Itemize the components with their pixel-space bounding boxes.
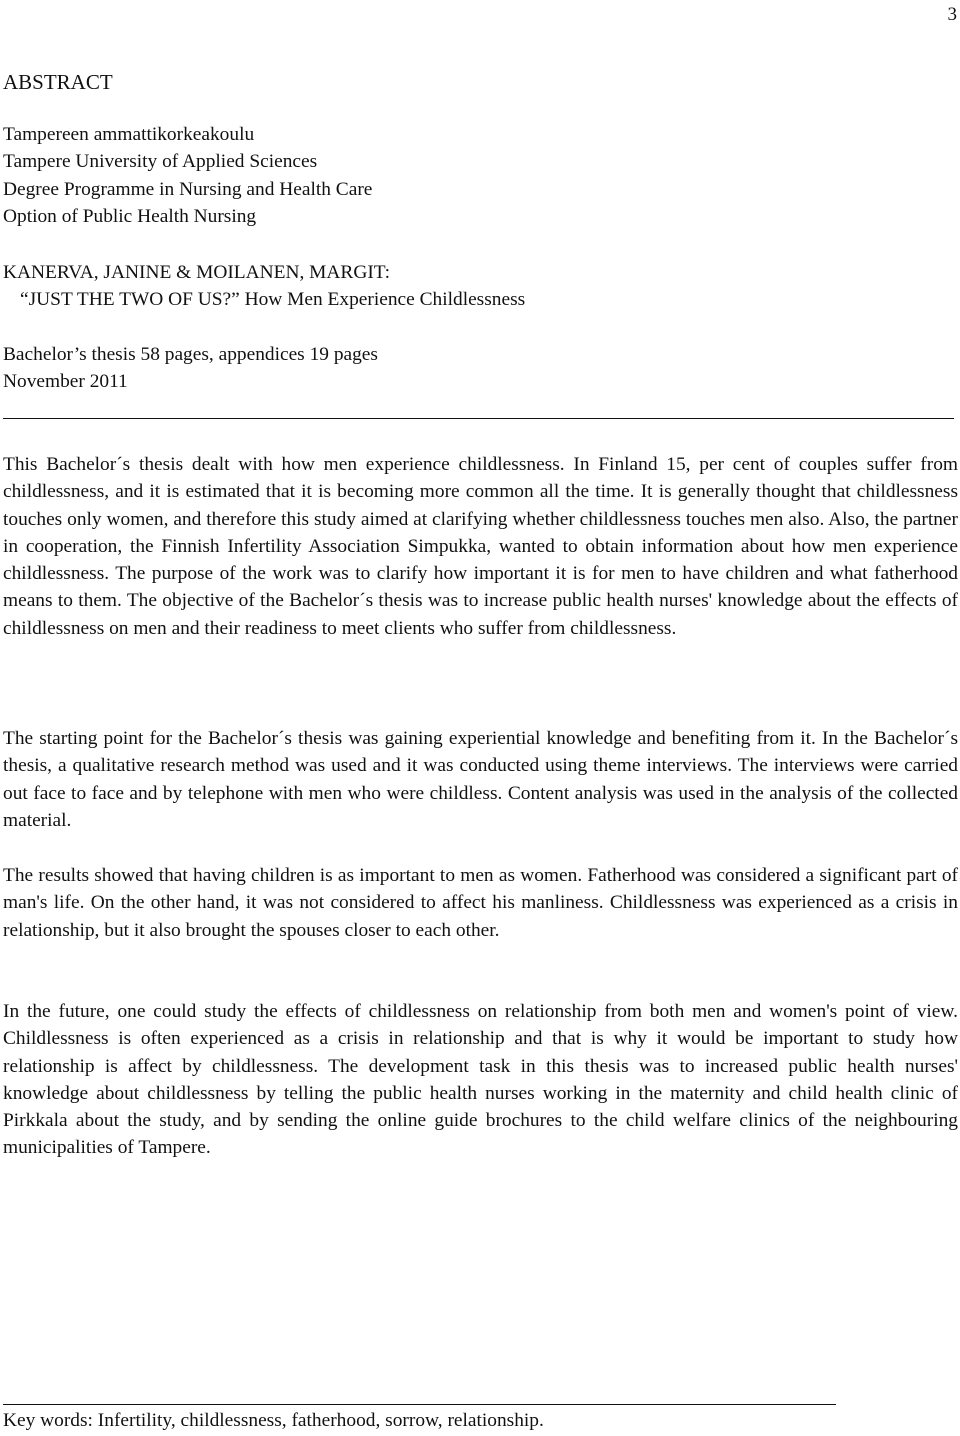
thesis-meta: [3, 341, 958, 396]
institution-line: Tampereen ammattikorkeakoulu: [3, 124, 255, 145]
institution-line: Option of Public Health Nursing: [3, 205, 257, 227]
authors: KANERVA, JANINE & MOILANEN, MARGIT:: [3, 262, 391, 283]
abstract-paragraph-1: This Bachelor´s thesis dealt with how men experience childlessness. In Finland 15, per cent of couples suffer from childlessness, and it is estimated that it is becoming more common all the time. It is generally thought that childlessness touches only women, and therefore this study aimed at clarifying whether childlessness touches men also. Also, the partner in cooperation, the Finnish Infertility Association Simpukka, wanted to obtain information about how men experience childlessness. The purpose of the work was to clarify how important it is for men to have children and what fatherhood means to them. The objective of the Bachelor´s thesis was to increase public health nurses' knowledge about the effects of childlessness on men and their readiness to meet clients who suffer from childlessness.: [3, 454, 958, 639]
thesis-length: Bachelor’s thesis 58 pages, appendices 19 pages: [3, 344, 378, 365]
institution-block: [3, 121, 958, 230]
abstract-paragraph-3: The results showed that having children is as important to men as women. Fatherhood was considered a significant part of man's life. On the other hand, it was not considered to affect his manliness. Childlessness was experienced as a crisis in relationship, but it also brought the spouses closer to each other.: [3, 865, 958, 941]
institution-line: Degree Programme in Nursing and Health Care: [3, 178, 373, 200]
thesis-date: November 2011: [3, 371, 128, 393]
abstract-paragraph-4: In the future, one could study the effects of childlessness on relationship from both men and women's point of view. Childlessness is often experienced as a crisis in relationship and that is why it would be important to study how relationship is affect by childlessness. The development task in this thesis was to increased public health nurses' knowledge about childlessness by telling the public health nurses working in the maternity and child health clinic of Pirkkala about the study, and by sending the online guide brochures to the child welfare clinics of the neighbouring municipalities of Tampere.: [3, 1001, 958, 1159]
page-number: 3: [947, 4, 957, 25]
keywords: Key words: Infertility, childlessness, fatherhood, sorrow, relationship.: [3, 1410, 544, 1431]
keywords-separator: [3, 1404, 836, 1405]
abstract-paragraph-2: The starting point for the Bachelor´s thesis was gaining experiential knowledge and benefiting from it. In the Bachelor´s thesis, a qualitative research method was used and it was conducted using theme interviews. The interviews were carried out face to face and by telephone with men who were childless. Content analysis was used in the analysis of the collected material.: [3, 728, 958, 831]
institution-line: Tampere University of Applied Sciences: [3, 151, 318, 173]
author-title-block: [3, 259, 958, 314]
abstract-heading: ABSTRACT: [3, 70, 113, 94]
separator-line: [3, 418, 954, 419]
thesis-title: “JUST THE TWO OF US?” How Men Experience Childlessness: [20, 289, 526, 311]
